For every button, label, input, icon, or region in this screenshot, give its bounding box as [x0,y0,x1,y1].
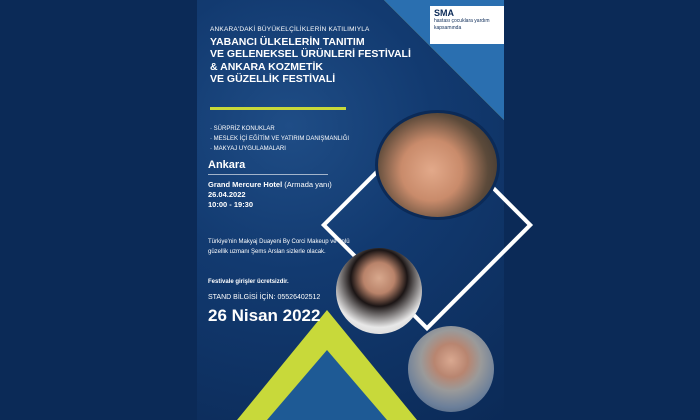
venue-bold: Grand Mercure Hotel [208,180,283,189]
feature-item: · MAKYAJ UYGULAMALARI [210,146,286,153]
sma-badge [430,6,504,44]
title-line: VE GELENEKSEL ÜRÜNLERİ FESTİVALİ [210,48,411,61]
feature-item: · MESLEK İÇİ EĞİTİM VE YATIRIM DANIŞMANLIĞI [210,136,350,143]
big-date: 26 Nisan 2022 [208,306,321,325]
sma-text: hastası çocuklara yardım kapsamında [434,18,490,31]
makeup-artist-photo [336,248,422,334]
city-label: Ankara [208,159,246,171]
hands-photo [375,110,500,220]
poster-title [210,36,420,86]
free-entry-note: Festivale girişler ücretsizdir. [208,279,289,285]
title-line: YABANCI ÜLKELERİN TANITIM [210,36,365,48]
title-line: & ANKARA KOZMETİK [210,60,323,73]
stand-info: STAND BİLGİSİ İÇİN: 05526402512 [208,294,321,301]
venue-rest: (Armada yanı) [282,180,332,189]
city-underline [208,174,328,175]
guest-description: Türkiye'nin Makyaj Duayeni By Corci Makeup ve ünlü güzellik uzmanı Şems Arslan sizlerle olacak. [208,239,350,255]
title-line: VE GÜZELLİK FESTİVALİ [210,73,336,86]
event-date: 26.04.2022 [208,190,246,200]
beauty-expert-photo [408,326,494,412]
sma-title: SMA [434,8,454,18]
event-time: 10:00 - 19:30 [208,200,254,210]
accent-divider [210,107,346,110]
venue-block [208,180,332,210]
feature-item: · SÜRPRİZ KONUKLAR [210,126,275,132]
poster-subtitle: ANKARA'DAKİ BÜYÜKELÇİLİKLERİN KATILIMIYLA [210,26,370,33]
venue-name [208,180,332,190]
feature-list [210,124,349,155]
